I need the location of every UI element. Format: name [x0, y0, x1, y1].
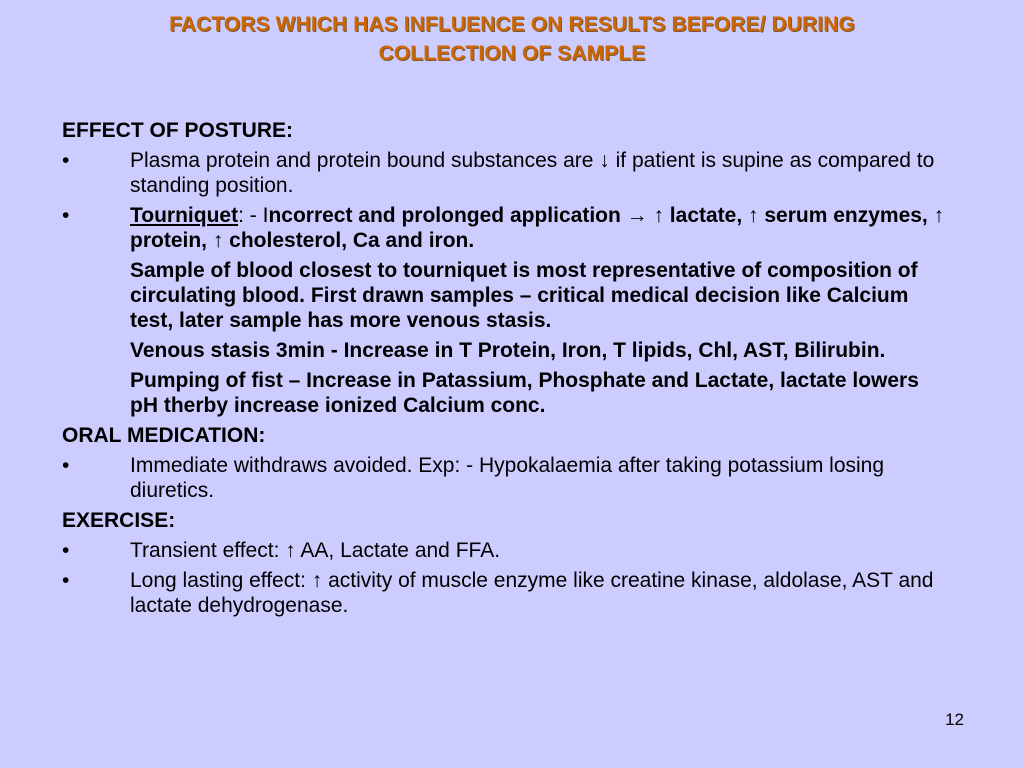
page-number: 12	[945, 710, 964, 729]
tourniquet-note-1: Sample of blood closest to tourniquet is most representative of composition of circulating blood. First drawn samples – critical medical decision like Calcium test, later sample has more venous stasis.	[130, 259, 918, 332]
oral-bullet-1-text: Immediate withdraws avoided. Exp: - Hypokalaemia after taking potassium losing diuretics.	[130, 454, 885, 502]
bullet-marker: •	[62, 539, 70, 562]
tourniquet-text: ncorrect and prolonged application → ↑ lactate, ↑ serum enzymes, ↑ protein, ↑ cholesterol, Ca and iron.	[130, 204, 945, 252]
exercise-bullet-1	[62, 538, 952, 563]
bullet-marker: •	[62, 569, 70, 592]
slide-title-line-2: COLLECTION OF SAMPLE	[378, 42, 646, 65]
exercise-bullet-2-text: Long lasting effect: ↑ activity of muscle enzyme like creatine kinase, aldolase, AST and lactate dehydrogenase.	[130, 569, 934, 617]
tourniquet-note-2: Venous stasis 3min - Increase in T Protein, Iron, T lipids, Chl, AST, Bilirubin.	[130, 339, 886, 362]
oral-bullet-1	[62, 453, 952, 503]
slide-title	[60, 10, 964, 68]
bullet-marker: •	[62, 454, 70, 477]
posture-heading: EFFECT OF POSTURE:	[62, 119, 293, 142]
slide-body	[62, 113, 952, 623]
tourniquet-note-3: Pumping of fist – Increase in Patassium, Phosphate and Lactate, lactate lowers pH therby increase ionized Calcium conc.	[130, 369, 919, 417]
exercise-bullet-2	[62, 568, 952, 618]
tourniquet-separator: : - I	[238, 204, 269, 227]
bullet-marker: •	[62, 149, 70, 172]
exercise-heading: EXERCISE:	[62, 509, 176, 532]
tourniquet-label: Tourniquet	[130, 204, 239, 227]
bullet-marker: •	[62, 204, 70, 227]
exercise-bullet-1-text: Transient effect: ↑ AA, Lactate and FFA.	[130, 539, 501, 562]
posture-bullet-1-text: Plasma protein and protein bound substances are ↓ if patient is supine as compared to standing position.	[130, 149, 935, 197]
slide-title-line-1: FACTORS WHICH HAS INFLUENCE ON RESULTS BEFORE/ DURING	[169, 13, 855, 36]
posture-bullet-1	[62, 148, 952, 198]
posture-bullet-2	[62, 203, 952, 253]
oral-medication-heading: ORAL MEDICATION:	[62, 424, 266, 447]
